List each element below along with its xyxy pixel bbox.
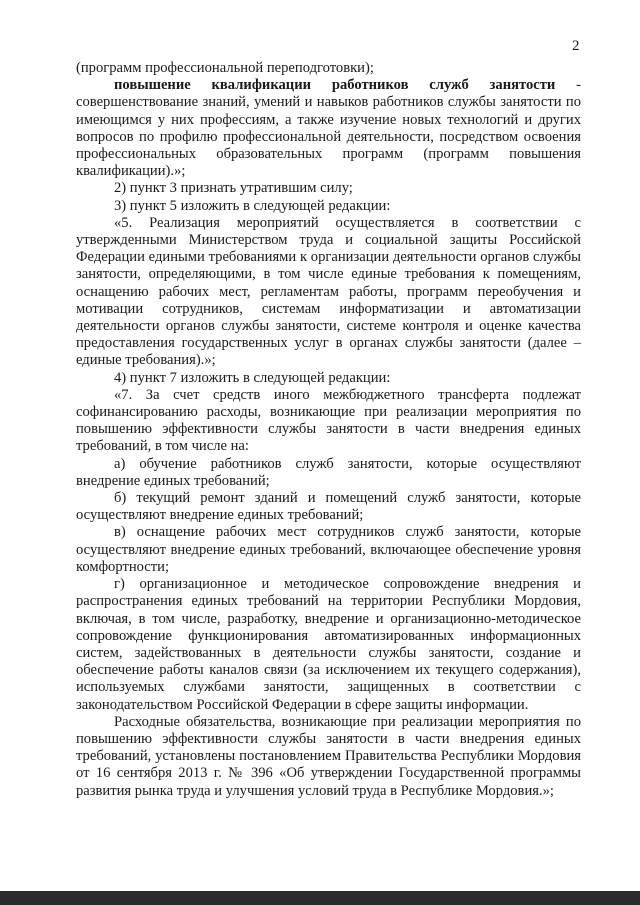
term-bold: повышение квалификации работников служб занятости [114,77,556,94]
paragraph-2 [76,77,581,180]
paragraph-1: (программ профессиональной переподготовки); [76,60,374,76]
paragraph-10: в) оснащение рабочих мест сотрудников служб занятости, которые осуществляют внедрение единых требований, включающее обеспечение уровня комфортности; [76,524,581,575]
paragraph-3: 2) пункт 3 признать утратившим силу; [114,180,353,197]
document-body [76,60,581,800]
paragraph-4: 3) пункт 5 изложить в следующей редакции: [114,197,391,214]
paragraph-6: 4) пункт 7 изложить в следующей редакции: [114,369,391,386]
paragraph-11: г) организационное и методическое сопровождение внедрения и распространения единых требований на территории Республики Мордовия, включая, в том числе, разработку, внедрение и организационно-методическое сопровождение функционирования автоматизированных информационных систем, задействованных в деятельности службы занятости, создание и обеспечение работы каналов связи (за исключением их текущего содержания), используемых службами занятости, защищенных в соответствии с законодательством Российской Федерации в сфере защиты информации. [76,576,581,713]
paragraph-7: «7. За счет средств иного межбюджетного трансферта подлежат софинансированию расходы, возникающие при реализации мероприятия по повышению эффективности службы занятости в части внедрения единых требований, в том числе на: [76,386,581,455]
paragraph-9: б) текущий ремонт зданий и помещений служб занятости, которые осуществляют внедрение единых требований; [76,490,581,524]
paragraph-8: а) обучение работников служб занятости, которые осуществляют внедрение единых требований; [76,455,581,489]
page-number: 2 [572,38,580,54]
paragraph-12: Расходные обязательства, возникающие при реализации мероприятия по повышению эффективности службы занятости в части внедрения единых требований, установлены постановлением Правительства Республики Мордовия от 16 сентября 2013 г. № 396 «Об утверждении Государственной программы развития рынка труда и улучшения условий труда в Республике Мордовия.»; [76,713,581,799]
paragraph-5: «5. Реализация мероприятий осуществляется в соответствии с утвержденными Министерством труда и социальной защиты Российской Федерации едиными требованиями к организации деятельности органов службы занятости, определяющими, в том числе единые требования к помещениям, оснащению рабочих мест, регламентам работы, программ переобучения и мотивации сотрудников, системам информатизации и автоматизации деятельности органов службы занятости, системе контроля и оценке качества предоставления государственных услуг в органах службы занятости (далее – единые требования).»; [76,214,581,369]
term-definition: - совершенствование знаний, умений и навыков работников службы занятости по имеющимся у них профессиям, а также изучение новых технологий и других вопросов по профилю профессиональной деятельности, посредством освоения профессиональных образовательных программ (программ повышения квалификации).»; [76,77,582,180]
scan-edge [0,891,640,905]
